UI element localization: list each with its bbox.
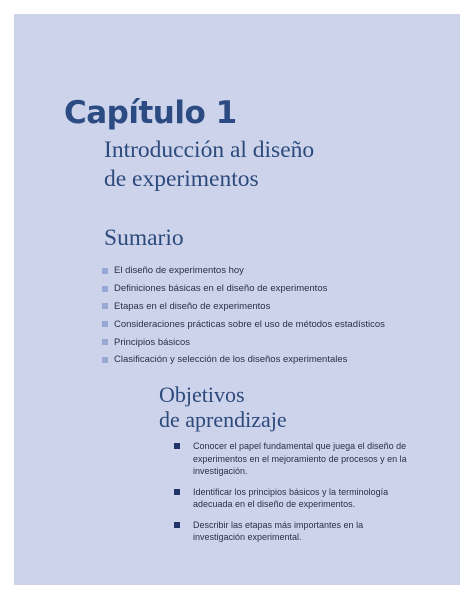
square-bullet-icon [102, 321, 108, 327]
square-bullet-icon [174, 443, 180, 449]
summary-item [102, 333, 385, 351]
summary-item [102, 262, 385, 280]
summary-item-text: Principios básicos [114, 336, 191, 348]
square-bullet-icon [102, 286, 108, 292]
chapter-title [104, 136, 424, 194]
chapter-title-line-1: Introducción al diseño [104, 137, 315, 163]
summary-item [102, 315, 385, 333]
objectives-heading-line-2: de aprendizaje [159, 407, 287, 432]
summary-item-text: Definiciones básicas en el diseño de experimentos [114, 283, 328, 295]
summary-item-text: Etapas en el diseño de experimentos [114, 300, 271, 312]
summary-item-text: Clasificación y selección de los diseños experimentales [114, 354, 348, 366]
summary-item-text: Consideraciones prácticas sobre el uso de métodos estadísticos [114, 318, 385, 330]
objective-item [174, 440, 414, 478]
square-bullet-icon [174, 489, 180, 495]
square-bullet-icon [174, 522, 180, 528]
objective-item-text: Conocer el papel fundamental que juega el diseño de experimentos en el mejoramiento de procesos y en la investigación. [193, 441, 407, 476]
summary-item [102, 351, 385, 369]
objective-item [174, 519, 414, 544]
summary-heading: Sumario [104, 225, 184, 251]
objective-item-text: Identificar los principios básicos y la terminología adecuada en el diseño de experimentos. [193, 486, 389, 509]
objectives-list [174, 440, 414, 552]
square-bullet-icon [102, 357, 108, 363]
square-bullet-icon [102, 339, 108, 345]
square-bullet-icon [102, 303, 108, 309]
summary-item [102, 298, 385, 316]
objective-item [174, 486, 414, 511]
summary-list [102, 262, 385, 369]
square-bullet-icon [102, 268, 108, 274]
objectives-heading-line-1: Objetivos [159, 382, 245, 407]
summary-item-text: El diseño de experimentos hoy [114, 265, 244, 277]
objectives-heading [159, 382, 287, 432]
chapter-title-line-2: de experimentos [104, 166, 259, 192]
chapter-label: Capítulo 1 [64, 95, 237, 131]
objective-item-text: Describir las etapas más importantes en la investigación experimental. [193, 519, 364, 542]
summary-item [102, 280, 385, 298]
